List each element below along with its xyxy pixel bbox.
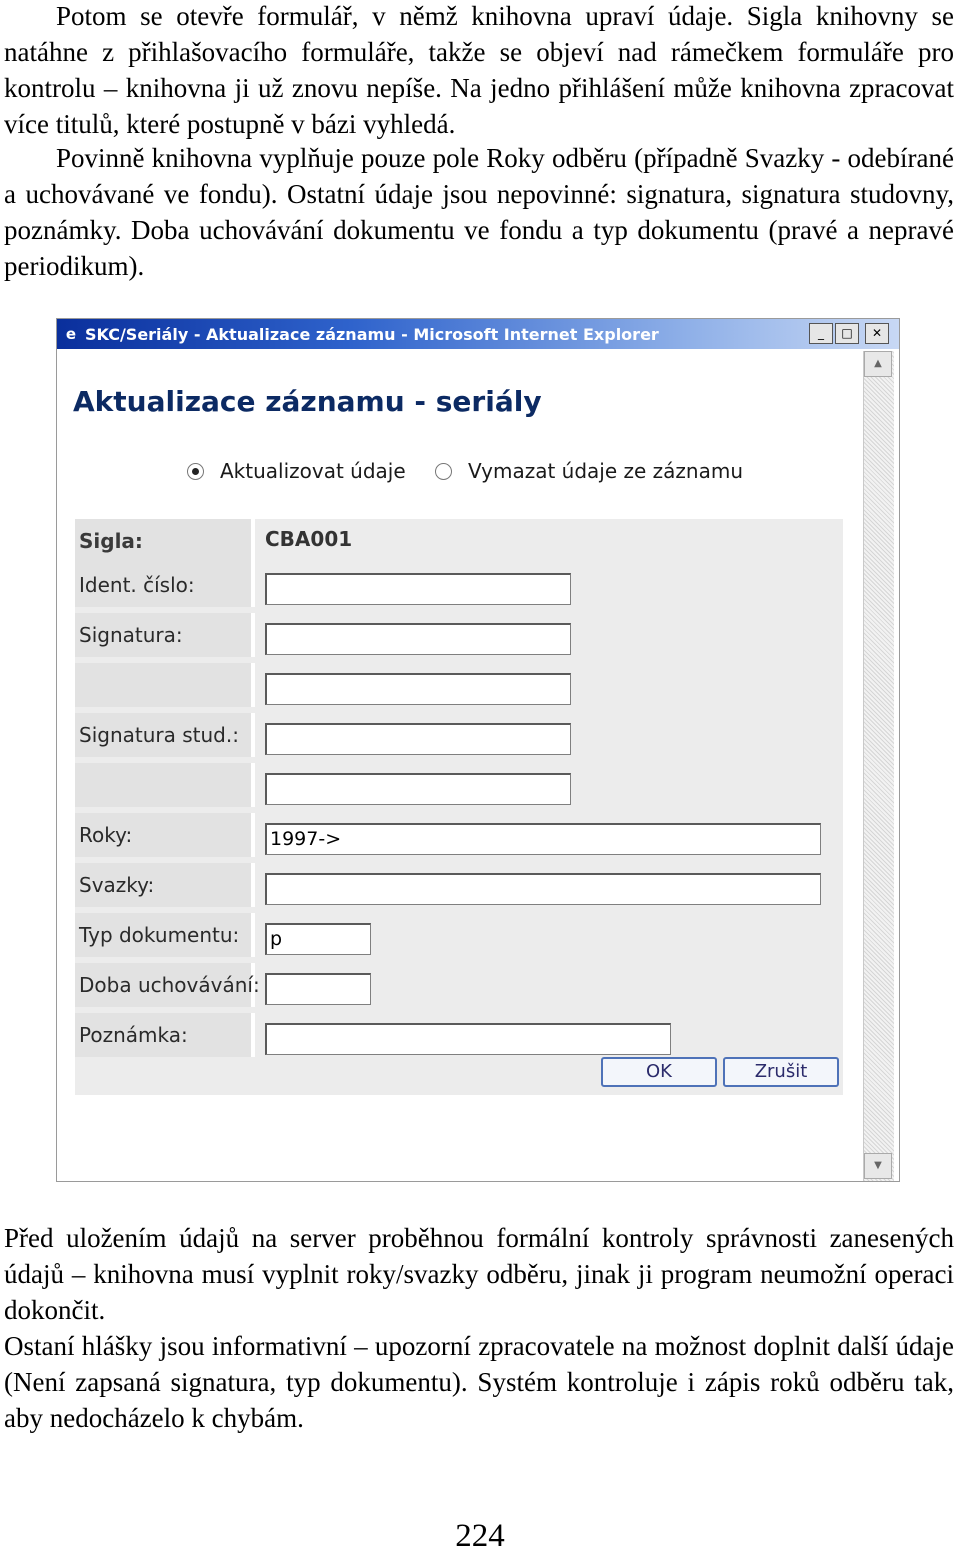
close-button[interactable]: ✕ <box>865 323 889 344</box>
radio-checked-icon[interactable] <box>187 463 204 480</box>
retention-period-input[interactable] <box>265 973 371 1005</box>
body-paragraph-4: Ostaní hlášky jsou informativní – upozorní zpracovatele na možnost doplnit další údaje (Není zapsaná signatura, typ dokumentu). Systém kontroluje i zápis roků odběru tak, aby nedocházelo k chybám. <box>4 1331 954 1433</box>
field-label: Roky: <box>75 813 255 857</box>
signature-input-2[interactable] <box>265 673 571 705</box>
field-label <box>75 763 255 807</box>
ok-button[interactable]: OK <box>601 1057 717 1087</box>
intro-paragraph-1: Potom se otevře formulář, v němž knihovna upraví údaje. Sigla knihovny se natáhne z přihlašovacího formuláře, takže se objeví nad rámečkem formuláře pro kontrolu – knihovna ji už znovu nepíše. Na jedno přihlášení může knihovna zpracovat více titulů, které postupně v bázi vyhledá. <box>4 1 954 139</box>
note-input[interactable] <box>265 1023 671 1055</box>
form-row-typ <box>75 913 843 957</box>
ident-number-input[interactable] <box>265 573 571 605</box>
volumes-input[interactable] <box>265 873 821 905</box>
study-signature-input[interactable] <box>265 723 571 755</box>
cancel-button[interactable]: Zrušit <box>723 1057 839 1087</box>
form-row-signatura-2 <box>75 663 843 707</box>
window-titlebar <box>57 319 899 349</box>
scroll-down-icon[interactable]: ▼ <box>864 1153 892 1179</box>
browser-window-screenshot <box>56 318 900 1182</box>
radio-update-data[interactable] <box>187 459 406 483</box>
vertical-scrollbar[interactable] <box>863 351 894 1181</box>
form-row-roky <box>75 813 843 857</box>
radio-delete-label: Vymazat údaje ze záznamu <box>468 459 744 483</box>
field-label: Signatura: <box>75 613 255 657</box>
page-number: 224 <box>455 1518 505 1554</box>
form-row-sigla <box>75 519 843 563</box>
form-row-poznamka <box>75 1013 843 1057</box>
sigla-value: CBA001 <box>265 527 353 551</box>
radio-delete-data[interactable] <box>435 459 743 483</box>
record-form <box>75 519 843 1095</box>
form-row-svazky <box>75 863 843 907</box>
field-label: Poznámka: <box>75 1013 255 1057</box>
intro-paragraph-2: Povinně knihovna vyplňuje pouze pole Roky odběru (případně Svazky - odebírané a uchovávané ve fondu). Ostatní údaje jsou nepovinné: signatura, signatura studovny, poznámky. Doba uchovávání dokumentu ve fondu a typ dokumentu (pravé a nepravé periodikum). <box>4 143 954 281</box>
field-label: Signatura stud.: <box>75 713 255 757</box>
field-label: Typ dokumentu: <box>75 913 255 957</box>
field-label: Doba uchovávání: <box>75 963 255 1007</box>
window-title: SKC/Seriály - Aktualizace záznamu - Microsoft Internet Explorer <box>85 325 659 344</box>
maximize-button[interactable]: □ <box>835 323 859 344</box>
field-label: Svazky: <box>75 863 255 907</box>
radio-update-label: Aktualizovat údaje <box>220 459 406 483</box>
scroll-up-icon[interactable]: ▲ <box>864 351 892 377</box>
internet-explorer-icon: e <box>65 325 77 343</box>
minimize-button[interactable]: _ <box>809 323 833 344</box>
field-label <box>75 663 255 707</box>
form-row-doba <box>75 963 843 1007</box>
body-paragraph-3: Před uložením údajů na server proběhnou formální kontroly správnosti zanesených údajů – knihovna musí vyplnit roky/svazky odběru, jinak ji program neumožní operaci dokončit. <box>4 1223 954 1325</box>
form-heading: Aktualizace záznamu - seriály <box>73 385 542 418</box>
signature-input[interactable] <box>265 623 571 655</box>
radio-unchecked-icon[interactable] <box>435 463 452 480</box>
form-row-ident <box>75 563 843 607</box>
study-signature-input-2[interactable] <box>265 773 571 805</box>
form-row-signatura <box>75 613 843 657</box>
form-row-signatura-stud-2 <box>75 763 843 807</box>
years-input[interactable]: 1997-> <box>265 823 821 855</box>
form-row-signatura-stud <box>75 713 843 757</box>
document-type-input[interactable]: p <box>265 923 371 955</box>
field-label: Ident. číslo: <box>75 563 255 607</box>
field-label: Sigla: <box>75 519 255 563</box>
